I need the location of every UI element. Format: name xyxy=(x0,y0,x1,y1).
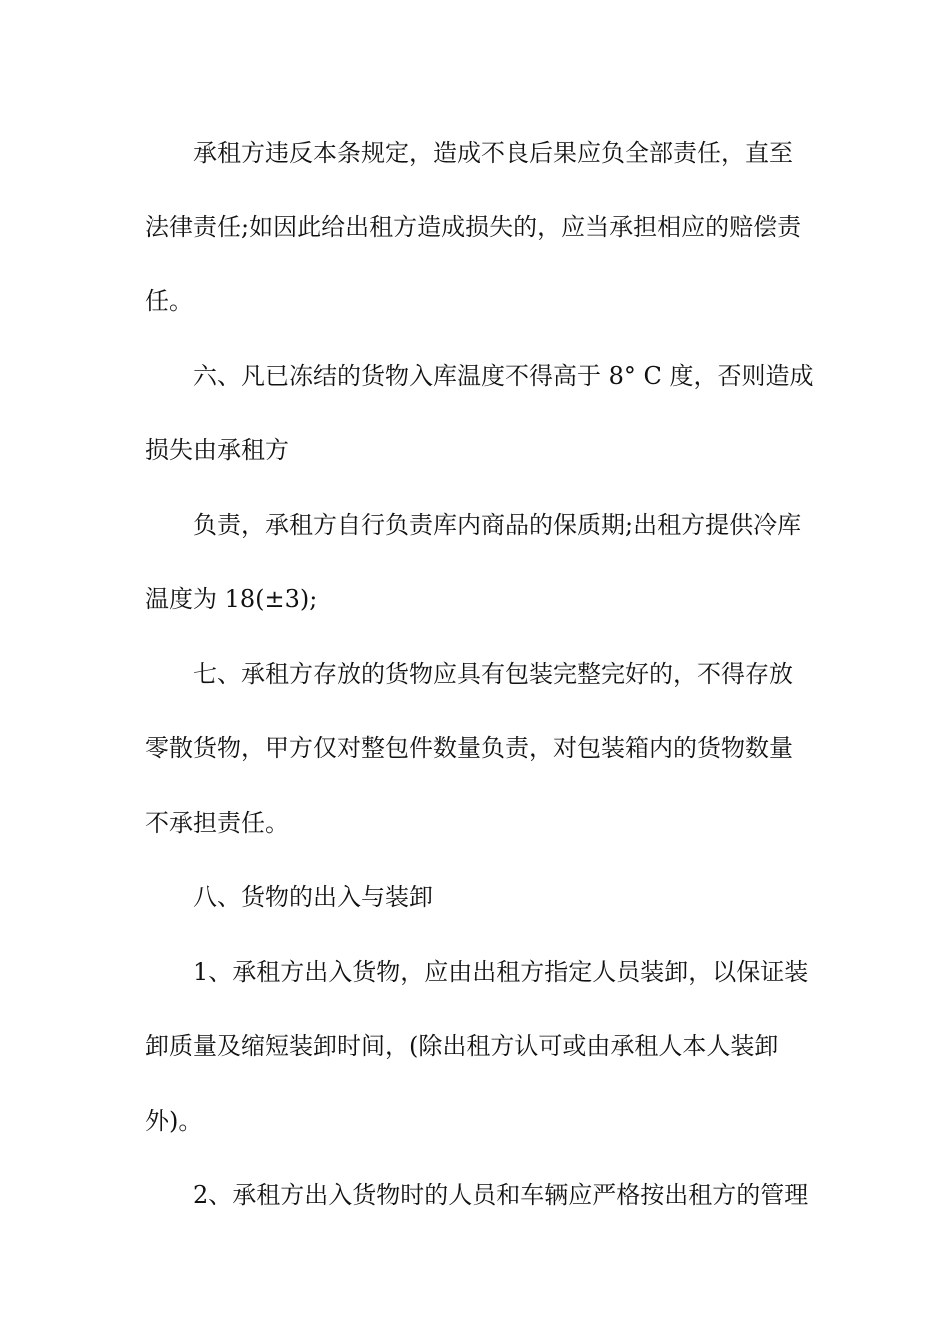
paragraph-line: 损失由承租方 xyxy=(145,436,289,464)
section-heading: 八、货物的出入与装卸 xyxy=(193,883,433,911)
paragraph-line: 六、凡已冻结的货物入库温度不得高于 8° C 度，否则造成 xyxy=(193,362,814,390)
paragraph-line: 卸质量及缩短装卸时间，(除出租方认可或由承租人本人装卸 xyxy=(145,1032,779,1060)
paragraph-line: 外)。 xyxy=(145,1107,203,1135)
paragraph-line: 法律责任;如因此给出租方造成损失的，应当承担相应的赔偿责 xyxy=(145,213,802,241)
paragraph-line: 零散货物，甲方仅对整包件数量负责，对包装箱内的货物数量 xyxy=(145,734,793,762)
paragraph-line: 七、承租方存放的货物应具有包装完整完好的，不得存放 xyxy=(193,660,793,688)
paragraph-line: 任。 xyxy=(145,287,193,315)
paragraph-line: 承租方违反本条规定，造成不良后果应负全部责任，直至 xyxy=(193,139,793,167)
paragraph-line: 不承担责任。 xyxy=(145,809,289,837)
paragraph-line: 温度为 18(±3); xyxy=(145,585,318,613)
paragraph-line: 2、承租方出入货物时的人员和车辆应严格按出租方的管理 xyxy=(193,1181,809,1209)
paragraph-line: 负责，承租方自行负责库内商品的保质期;出租方提供冷库 xyxy=(193,511,802,539)
paragraph-line: 1、承租方出入货物，应由出租方指定人员装卸，以保证装 xyxy=(193,958,809,986)
